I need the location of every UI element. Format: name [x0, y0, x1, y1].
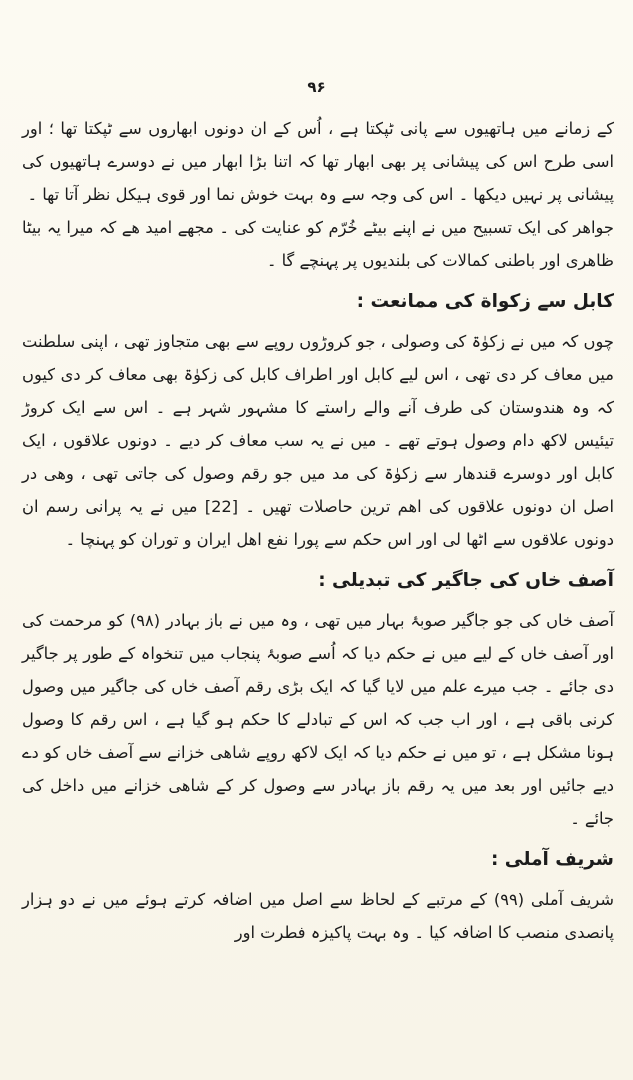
- section-sharif-amli: [22, 845, 614, 949]
- section-heading: کابل سے زکواة کی ممانعت :: [356, 291, 614, 312]
- page-body: [22, 112, 614, 949]
- paragraph: شریف آملی (۹۹) کے مرتبے کے لحاظ سے اصل میں اضافہ کرتے ہوئے میں نے دو ہزار پانصدی منصب کا اضافہ کیا ۔ وہ بہت پاکیزہ فطرت اور: [22, 890, 614, 942]
- paragraph: چوں کہ میں نے زکوٰۃ کی وصولی ، جو کروڑوں روپے سے بھی متجاوز تھی ، اپنی سلطنت میں معاف کر دی تھی ، اس لیے کابل اور اطراف کابل کی زکوٰۃ بھی معاف کر دی کیوں کہ وہ ھندوستان کی طرف آنے والے راستے کا مشہور شہر ہے ۔ اس سے ایک کروڑ تیئیس لاکھ دام وصول ہوتے تھے ۔ میں نے یہ سب معاف کر دیے ۔ دونوں علاقوں ، ایک کابل اور دوسرے قندھار سے زکوٰۃ کی مد میں جو رقم وصول کی جاتی تھی ، وھی در اصل ان دونوں علاقوں کی اھم ترین حاصلات تھیں ۔ [22] میں نے یہ پرانی رسم ان دونوں علاقوں سے اٹھا لی اور اس حکم سے پورا نفع اھل ایران و توران کو پہنچا ۔: [22, 332, 614, 549]
- section-kabul-zakat: [22, 287, 614, 556]
- section-asaf-khan-jagir: [22, 566, 614, 835]
- paragraph: آصف خاں کی جو جاگیر صوبۂ بہار میں تھی ، وہ میں نے باز بہادر (۹۸) کو مرحمت کی اور آصف خاں کے لیے میں نے حکم دیا کہ اُسے صوبۂ پنجاب میں تنخواہ کے طور پر جاگیر دی جائے ۔ جب میرے علم میں لایا گیا کہ ایک بڑی رقم آصف خاں کی جاگیر میں وصول کرنی باقی ہے ، اور اب جب کہ اس کے تبادلے کا حکم ہو گیا ہے ، اس رقم کا وصول ہونا مشکل ہے ، تو میں نے حکم دیا کہ ایک لاکھ روپے شاھی خزانے سے آصف خاں کو دے دیے جائیں اور بعد میں یہ رقم باز بہادر سے وصول کر کے شاھی خزانے میں داخل کی جائے ۔: [22, 611, 615, 828]
- paragraph: جواھر کی ایک تسبیح میں نے اپنے بیٹے خُرّم کو عنایت کی ۔ مجھے امید ھے کہ میرا یہ بیٹا ظاھری اور باطنی کمالات کی بلندیوں پر پہنچے گا ۔: [22, 218, 614, 270]
- section-continued-text: [22, 112, 614, 277]
- section-heading: آصف خاں کی جاگیر کی تبدیلی :: [318, 570, 614, 591]
- page-number: ۹۶: [307, 78, 326, 96]
- section-heading: شریف آملی :: [490, 849, 614, 870]
- paragraph: کے زمانے میں ہاتھیوں سے پانی ٹپکتا ہے ، اُس کے ان دونوں ابھاروں سے ٹپکتا تھا ؛ اور اسی طرح اس کی پیشانی پر بھی ابھار تھا کہ اتنا بڑا ابھار میں نے دوسرے ہاتھیوں کی پیشانی پر نہیں دیکھا ۔ اس کی وجہ سے وہ بہت خوش نما اور قوی ہیکل نظر آتا تھا ۔: [22, 119, 614, 204]
